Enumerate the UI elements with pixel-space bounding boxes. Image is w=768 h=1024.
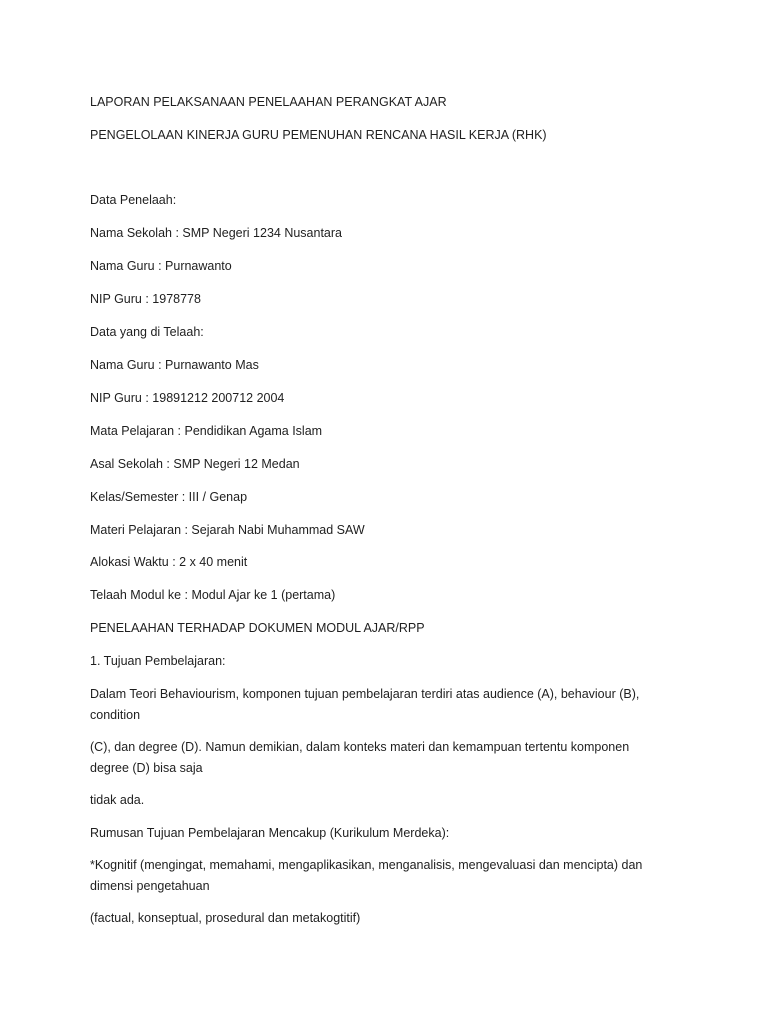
rumusan-heading: Rumusan Tujuan Pembelajaran Mencakup (Kurikulum Merdeka): xyxy=(90,826,450,840)
kognitif-paragraph: *Kognitif (mengingat, memahami, mengaplikasikan, menganalisis, mengevaluasi dan mencipta) dan dimensi pengetahuan xyxy=(90,858,643,893)
ditelaah-nip: NIP Guru : 19891212 200712 2004 xyxy=(90,391,285,405)
paragraph-behaviourism-2: (C), dan degree (D). Namun demikian, dalam konteks materi dan kemampuan tertentu komponen degree (D) bisa saja xyxy=(90,740,630,775)
module-number: Telaah Modul ke : Modul Ajar ke 1 (pertama) xyxy=(90,588,336,602)
origin-school: Asal Sekolah : SMP Negeri 12 Medan xyxy=(90,457,300,471)
subject: Mata Pelajaran : Pendidikan Agama Islam xyxy=(90,424,323,438)
penelaah-nip: NIP Guru : 1978778 xyxy=(90,292,201,306)
report-subtitle: PENGELOLAAN KINERJA GURU PEMENUHAN RENCANA HASIL KERJA (RHK) xyxy=(90,128,547,142)
section-heading-penelaah: Data Penelaah: xyxy=(90,193,177,207)
paragraph-behaviourism-3: tidak ada. xyxy=(90,793,145,807)
class-semester: Kelas/Semester : III / Genap xyxy=(90,490,248,504)
kognitif-dimensions: (factual, konseptual, prosedural dan metakogtitif) xyxy=(90,911,361,925)
item-tujuan-pembelajaran: 1. Tujuan Pembelajaran: xyxy=(90,654,226,668)
time-allocation: Alokasi Waktu : 2 x 40 menit xyxy=(90,555,248,569)
lesson-material: Materi Pelajaran : Sejarah Nabi Muhammad SAW xyxy=(90,523,365,537)
section-heading-penelaahan: PENELAAHAN TERHADAP DOKUMEN MODUL AJAR/RPP xyxy=(90,621,425,635)
penelaah-name: Nama Guru : Purnawanto xyxy=(90,259,232,273)
penelaah-school: Nama Sekolah : SMP Negeri 1234 Nusantara xyxy=(90,226,342,240)
paragraph-behaviourism-1: Dalam Teori Behaviourism, komponen tujuan pembelajaran terdiri atas audience (A), behaviour (B), condition xyxy=(90,687,640,722)
report-title: LAPORAN PELAKSANAAN PENELAAHAN PERANGKAT AJAR xyxy=(90,95,447,109)
section-heading-ditelaah: Data yang di Telaah: xyxy=(90,325,204,339)
ditelaah-name: Nama Guru : Purnawanto Mas xyxy=(90,358,259,372)
